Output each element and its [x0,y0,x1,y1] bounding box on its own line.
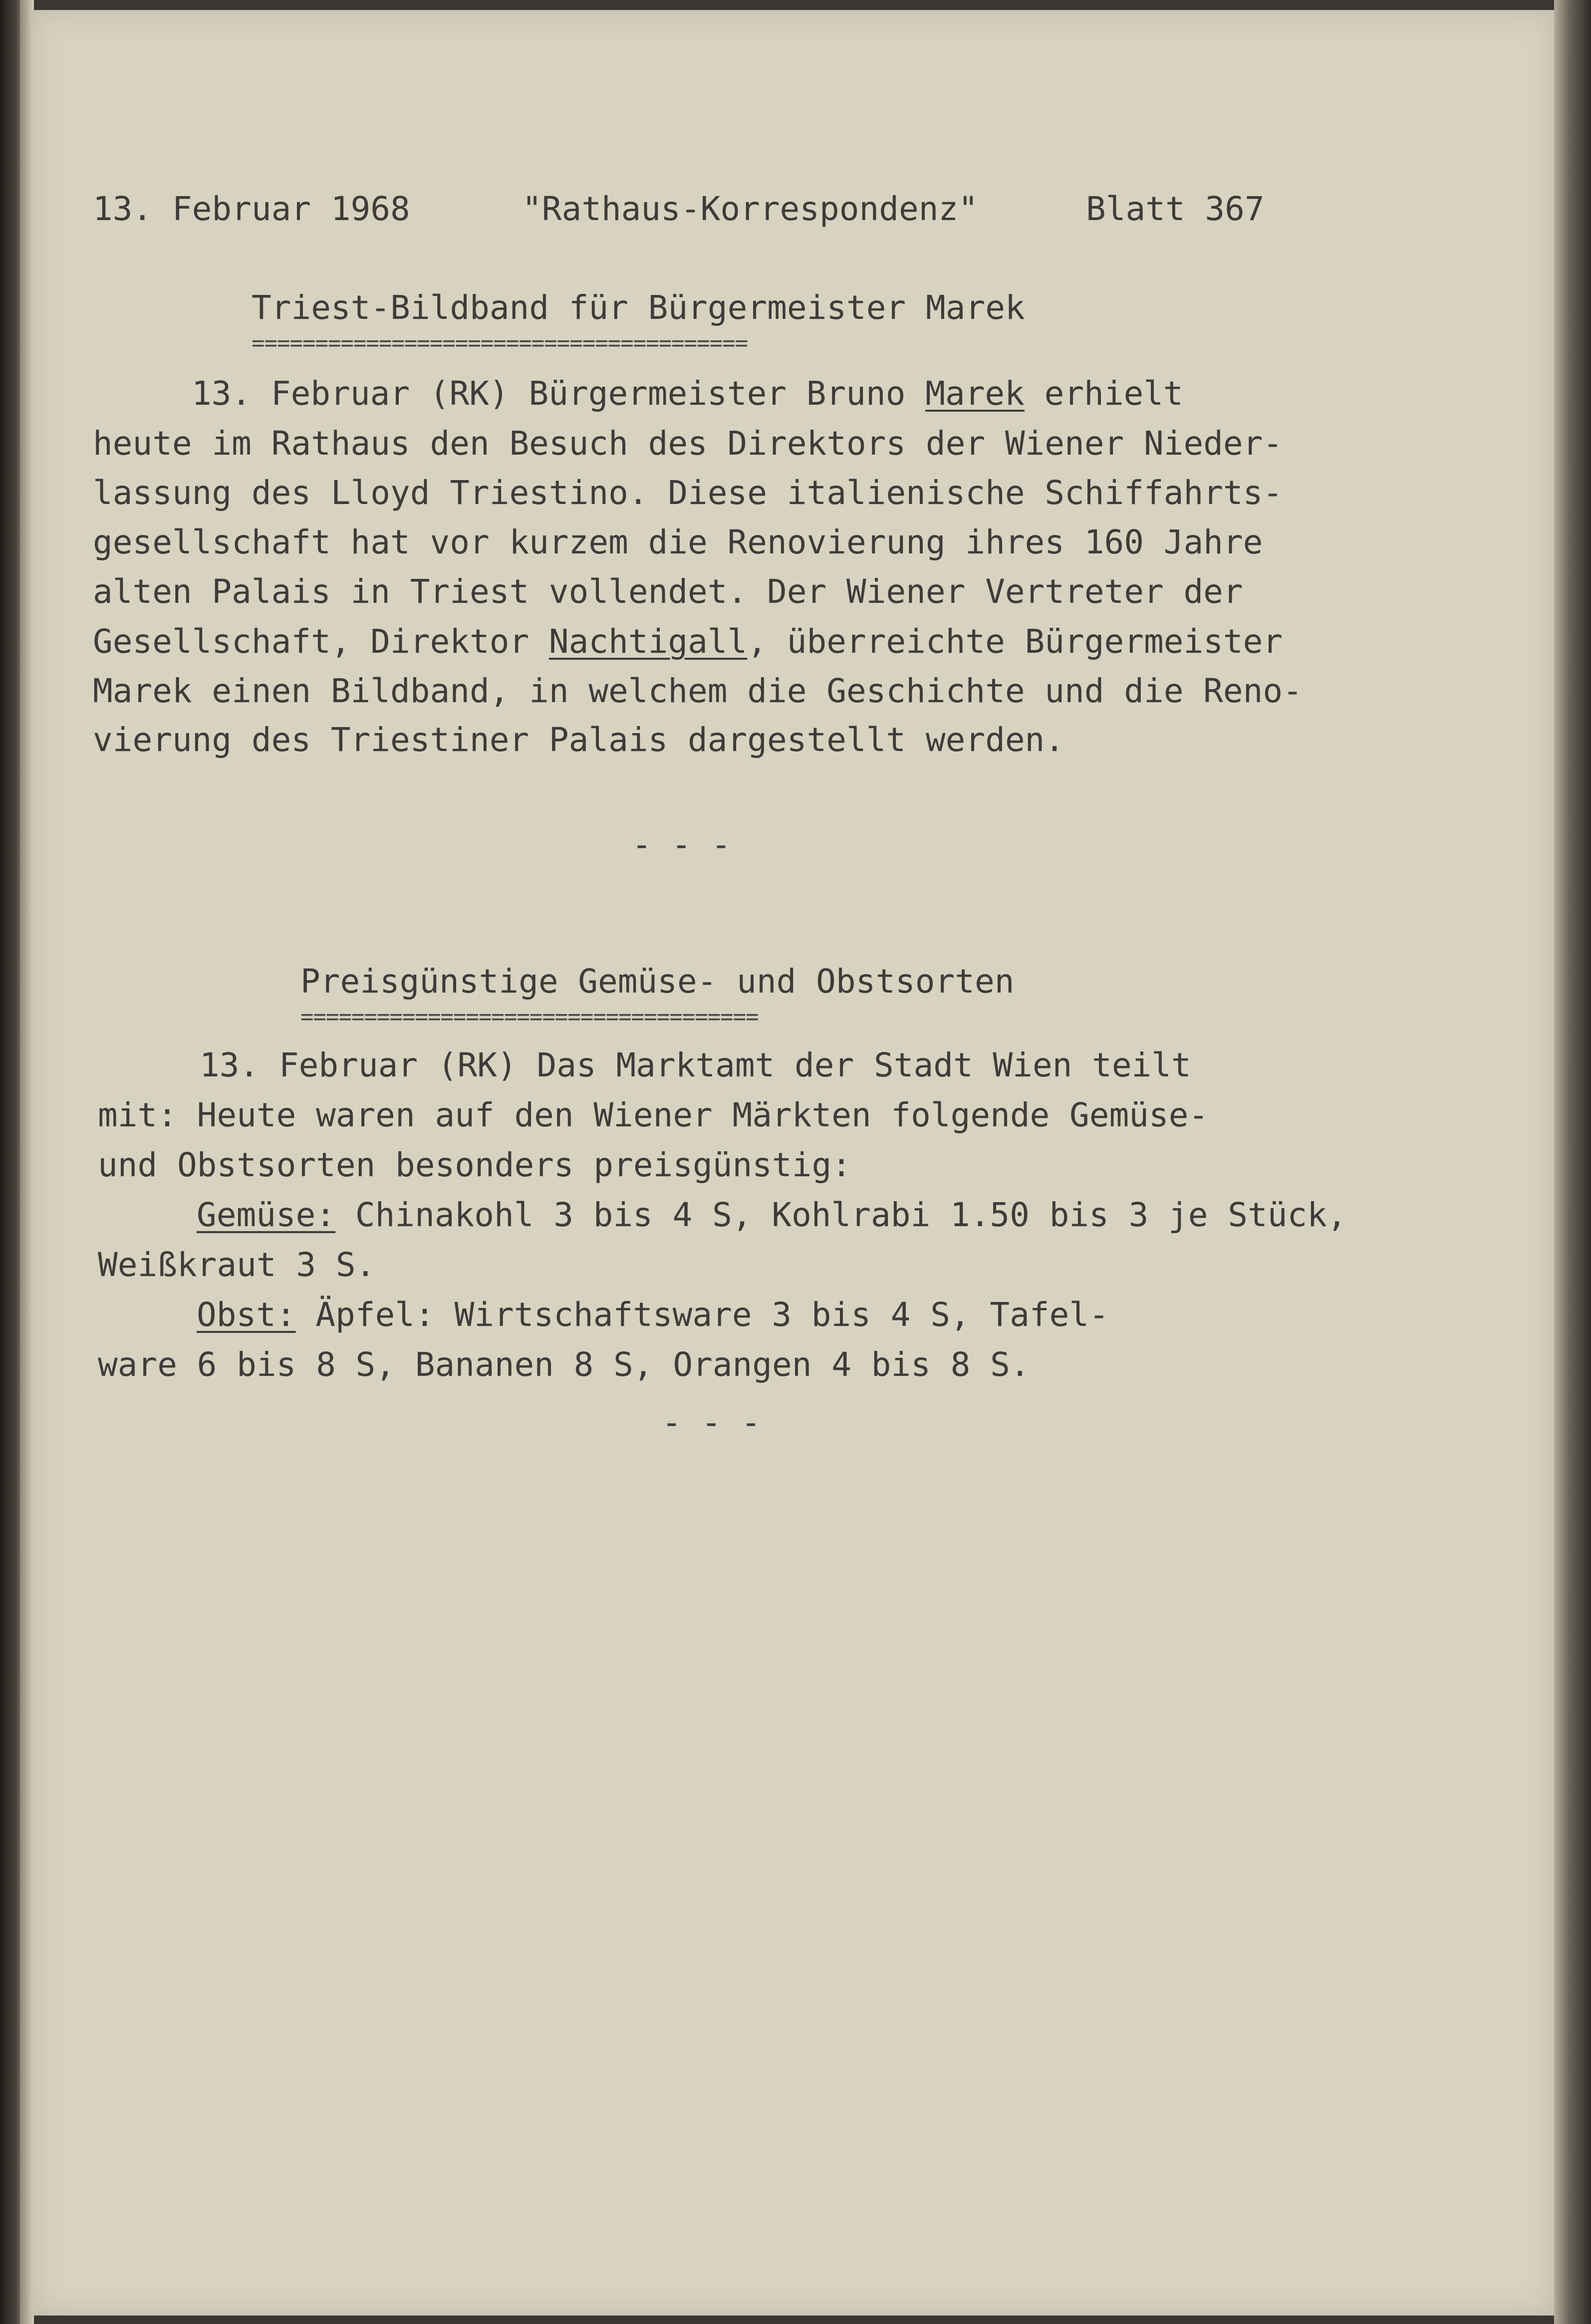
article1-line-7: Marek einen Bildband, in welchem die Geschichte und die Reno- [93,672,1303,710]
article2-line-1: 13. Februar (RK) Das Marktamt der Stadt Wien teilt [200,1046,1191,1084]
underlined-name-nachtigall: Nachtigall [548,622,748,661]
article1-line-4: gesellschaft hat vor kurzem die Renovierung ihres 160 Jahre [93,523,1263,561]
article1-line-5: alten Palais in Triest vollendet. Der Wiener Vertreter der [93,572,1243,611]
header-sheet: Blatt 367 [1086,190,1265,228]
underlined-label-gemuese: Gemüse: [197,1196,336,1234]
article2-title-rule: ==================================== [300,1006,759,1028]
article1-line-2: heute im Rathaus den Besuch des Direktors der Wiener Nieder- [93,424,1283,463]
header-publication: "Rathaus-Korrespondenz" [522,190,978,228]
underlined-label-obst: Obst: [197,1295,296,1334]
article2-line-6: Obst: Äpfel: Wirtschaftsware 3 bis 4 S, Tafel- [197,1295,1109,1334]
article2-line-7: ware 6 bis 8 S, Bananen 8 S, Orangen 4 bis 8 S. [98,1345,1030,1384]
underlined-name-marek: Marek [925,374,1025,413]
article1-line-6: Gesellschaft, Direktor Nachtigall, überreichte Bürgermeister [93,622,1283,661]
right-page-edge [1554,0,1591,2324]
article2-title: Preisgünstige Gemüse- und Obstsorten [300,962,1015,1001]
article1-line-1: 13. Februar (RK) Bürgermeister Bruno Marek erhielt [192,374,1183,413]
article1-line-3: lassung des Lloyd Triestino. Diese italienische Schiffahrts- [93,474,1283,512]
article2-line-5: Weißkraut 3 S. [98,1246,376,1284]
article2-line-4: Gemüse: Chinakohl 3 bis 4 S, Kohlrabi 1.50 bis 3 je Stück, [197,1196,1347,1234]
article1-title-rule: ======================================= [252,332,748,354]
article1-line-8: vierung des Triestiner Palais dargestellt werden. [93,721,1065,759]
article2-separator: - - - [662,1403,761,1442]
article1-separator: - - - [632,825,731,864]
header-date: 13. Februar 1968 [93,190,410,228]
article2-line-2: mit: Heute waren auf den Wiener Märkten folgende Gemüse- [98,1096,1209,1134]
article2-line-3: und Obstsorten besonders preisgünstig: [98,1146,851,1184]
article1-title: Triest-Bildband für Bürgermeister Marek [252,288,1025,327]
